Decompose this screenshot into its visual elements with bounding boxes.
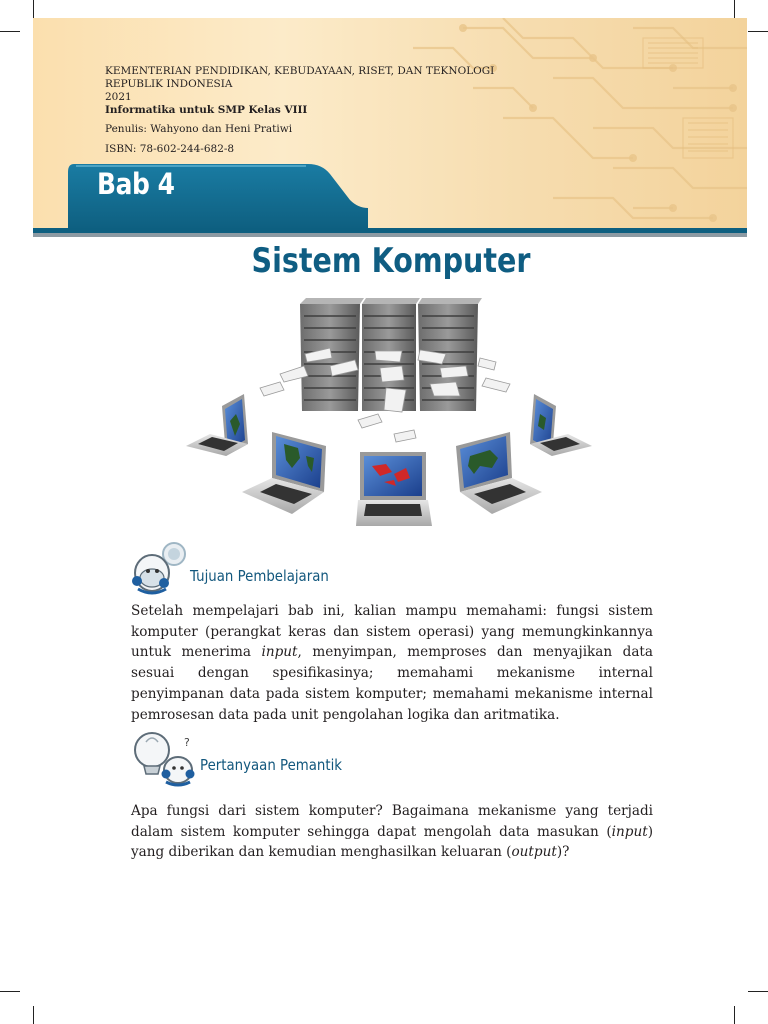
country-name: REPUBLIK INDONESIA: [105, 78, 233, 90]
crop-mark: [33, 1006, 34, 1024]
learning-goals-heading: Tujuan Pembelajaran: [190, 567, 329, 585]
publication-info: [105, 65, 494, 156]
crop-mark: [734, 1006, 735, 1024]
publication-year: 2021: [105, 91, 132, 103]
crop-mark: [33, 0, 34, 18]
isbn: ISBN: 78-602-244-682-8: [105, 143, 235, 155]
crop-mark: [748, 991, 768, 992]
learning-goals-text: Setelah mempelajari bab ini, kalian mampu memahami: fungsi sistem komputer (perangkat keras dan sistem operasi) yang memungkinkannya untuk menerima input, menyimpan, memproses dan menyajikan data sesuai dengan spesifikasinya; memahami mekanisme internal penyimpanan data pada sistem komputer; memahami mekanisme internal pemrosesan data pada unit pengolahan logika dan aritmatika.: [131, 603, 653, 723]
trigger-questions-text: Apa fungsi dari sistem komputer? Bagaimana mekanisme yang terjadi dalam sistem komputer sehingga dapat mengolah data masukan (input) yang diberikan dan kemudian menghasilkan keluaran (output)?: [131, 803, 653, 861]
trigger-questions-heading: Pertanyaan Pemantik: [200, 756, 343, 774]
chapter-title: Sistem Komputer: [251, 241, 531, 281]
ministry-name: KEMENTERIAN PENDIDIKAN, KEBUDAYAAN, RISET, DAN TEKNOLOGI: [105, 65, 495, 77]
laptop-icon: [186, 394, 248, 456]
server-network-illustration: [180, 296, 600, 532]
laptop-icon: [356, 452, 432, 526]
laptop-icon: [242, 432, 326, 514]
crop-mark: [748, 31, 768, 32]
svg-text:?: ?: [184, 736, 190, 749]
laptop-icon: [530, 394, 592, 456]
lightbulb-robot-icon: [128, 730, 200, 788]
chapter-number: Bab 4: [97, 167, 175, 201]
laptop-icon: [456, 432, 542, 514]
header-rule-shadow: [33, 233, 747, 237]
authors: Penulis: Wahyono dan Heni Pratiwi: [105, 123, 293, 135]
crop-mark: [0, 31, 20, 32]
book-title: Informatika untuk SMP Kelas VIII: [105, 104, 308, 116]
robot-lamp-icon: [128, 541, 190, 597]
crop-mark: [0, 991, 20, 992]
crop-mark: [734, 0, 735, 18]
